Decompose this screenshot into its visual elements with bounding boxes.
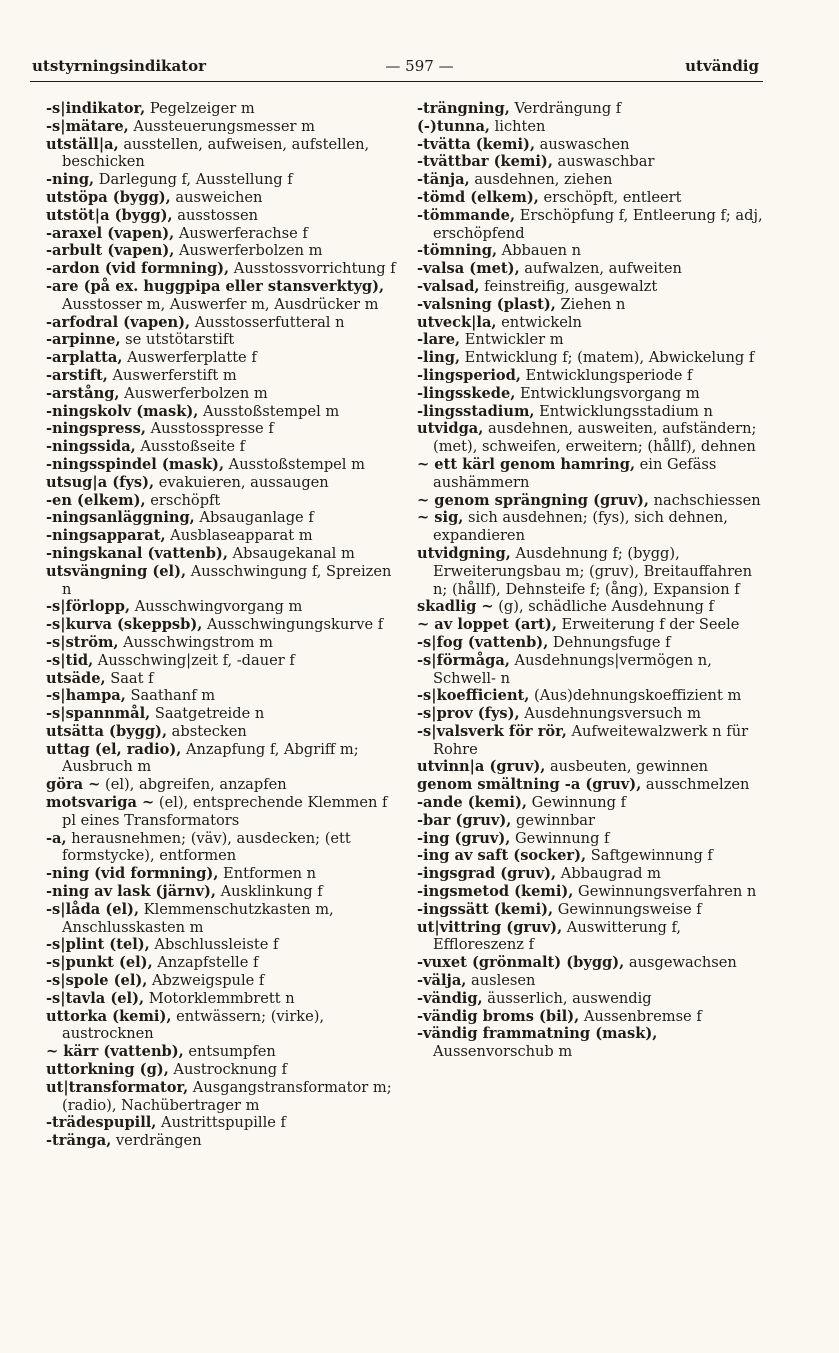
entry-translation: Ausklinkung f (215, 883, 323, 901)
dictionary-entry (417, 509, 767, 545)
entry-term: -ningssida, (46, 438, 136, 456)
entry-term: -ing av saft (socker), (417, 847, 587, 865)
dictionary-entry (417, 278, 767, 296)
dictionary-entry (417, 189, 767, 207)
entry-translation: verdrängen (111, 1132, 202, 1150)
dictionary-entry (46, 741, 396, 777)
entry-translation: Saathanf m (125, 687, 216, 705)
entry-term: -ingssätt (kemi), (417, 900, 554, 918)
dictionary-entry (46, 438, 396, 456)
entry-term: utsätta (bygg), (46, 722, 168, 740)
entry-term: -valsa (met), (417, 260, 520, 278)
entry-translation: entsumpfen (183, 1043, 276, 1061)
entry-term: -vändig frammatning (mask), (417, 1025, 658, 1043)
entry-term: -tvättbar (kemi), (417, 153, 553, 171)
entry-translation: Ausdehnungsversuch m (519, 705, 701, 723)
entry-translation: ausschmelzen (641, 776, 750, 794)
entry-translation: Ausdehnungs|vermögen n, Schwell- n (433, 651, 712, 687)
entry-term: utstöt|a (bygg), (46, 206, 173, 224)
dictionary-entry (417, 171, 767, 189)
entry-term: utsäde, (46, 669, 106, 687)
entry-term: uttorka (kemi), (46, 1007, 172, 1025)
dictionary-entry (417, 634, 767, 652)
entry-term: -s|mätare, (46, 117, 129, 135)
entry-term: uttag (el, radio), (46, 740, 182, 758)
header-left-word: utstyrningsindikator (32, 57, 207, 75)
entry-translation: Abschlussleiste f (149, 936, 279, 954)
entry-translation: Ausschwingung f, Spreizen n (62, 562, 392, 598)
entry-translation: Ausschwing|zeit f, -dauer f (93, 651, 295, 669)
entry-translation: auswaschbar (552, 153, 655, 171)
entry-term: -s|koefficient, (417, 687, 530, 705)
dictionary-entry (417, 153, 767, 171)
dictionary-entry (46, 634, 396, 652)
dictionary-entry (46, 171, 396, 189)
dictionary-entry (417, 385, 767, 403)
entry-translation: ein Gefäss aushämmern (433, 455, 717, 491)
dictionary-entry (46, 954, 396, 972)
entry-term: utstöpa (bygg), (46, 188, 171, 206)
dictionary-entry (46, 242, 396, 260)
dictionary-entry (46, 598, 396, 616)
dictionary-entry (46, 509, 396, 527)
entry-term: -are (på ex. huggpipa eller stansverktyg), (46, 277, 385, 295)
entry-translation: Austrocknung f (168, 1061, 288, 1079)
entry-translation: abstecken (167, 722, 247, 740)
entry-translation: auswaschen (535, 135, 630, 153)
entry-translation: Gewinnung f (510, 829, 610, 847)
entry-translation: Entwicklungsvorgang m (515, 384, 700, 402)
entry-term: ~ av loppet (art), (417, 616, 557, 634)
dictionary-entry (417, 812, 767, 830)
dictionary-entry (417, 990, 767, 1008)
entry-translation: ausstossen (172, 206, 259, 224)
entry-translation: nachschiessen (648, 491, 761, 509)
entry-term: -s|hampa, (46, 687, 126, 705)
entry-translation: Anzapfung f, Abgriff m; Ausbruch m (62, 740, 359, 776)
entry-translation: Ziehen n (555, 295, 626, 313)
dictionary-entry (46, 723, 396, 741)
entry-translation: Absauganlage f (194, 509, 314, 527)
entry-term: ut|vittring (gruv), (417, 918, 563, 936)
entry-term: -s|spannmål, (46, 705, 151, 723)
dictionary-entry (417, 545, 767, 598)
dictionary-entry (46, 936, 396, 954)
dictionary-entry (417, 296, 767, 314)
entry-term: utställ|a, (46, 135, 119, 153)
dictionary-entry (417, 972, 767, 990)
entry-term: -s|kurva (skeppsb), (46, 616, 203, 634)
dictionary-entry (417, 919, 767, 955)
dictionary-entry (46, 1061, 396, 1079)
entry-translation: lichten (489, 117, 546, 135)
dictionary-entry (417, 420, 767, 456)
entry-translation: erschöpft, entleert (538, 188, 682, 206)
dictionary-entry (417, 118, 767, 136)
entry-term: -trängning, (417, 100, 510, 117)
dictionary-entry (417, 865, 767, 883)
entry-term: -ning (vid formning), (46, 865, 219, 883)
entry-term: -s|prov (fys), (417, 705, 520, 723)
entry-term: -valsad, (417, 277, 480, 295)
left-column (46, 100, 396, 1150)
entry-translation: Ausstosser m, Auswerfer m, Ausdrücker m (62, 295, 379, 313)
entry-term: uttorkning (g), (46, 1061, 169, 1079)
entry-term: -arplatta, (46, 349, 123, 367)
dictionary-entry (46, 207, 396, 225)
dictionary-entry (46, 367, 396, 385)
dictionary-entry (46, 652, 396, 670)
entry-translation: ausbeuten, gewinnen (545, 758, 709, 776)
entry-term: -s|låda (el), (46, 900, 140, 918)
entry-translation: Saatgetreide n (150, 705, 265, 723)
entry-translation: erschöpft (145, 491, 221, 509)
dictionary-entry (46, 492, 396, 510)
entry-translation: Auswerferachse f (174, 224, 308, 242)
entry-term: -vändig, (417, 989, 483, 1007)
entry-term: utveck|la, (417, 313, 497, 331)
entry-translation: entwickeln (496, 313, 582, 331)
entry-term: ~ kärr (vattenb), (46, 1043, 184, 1061)
dictionary-entry (417, 242, 767, 260)
right-column (417, 100, 767, 1061)
entry-term: utvinn|a (gruv), (417, 758, 546, 776)
entry-term: -tömmande, (417, 206, 516, 224)
entry-translation: Saat f (105, 669, 154, 687)
entry-term: -ningsanläggning, (46, 509, 195, 527)
entry-translation: Entformen n (218, 865, 317, 883)
header-rule (30, 81, 763, 82)
entry-term: -arpinne, (46, 331, 121, 349)
entry-term: -ning, (46, 171, 95, 189)
dictionary-entry (417, 847, 767, 865)
entry-term: genom smältning -a (gruv), (417, 776, 642, 794)
entry-translation: (el), entsprechende Klemmen f pl eines Transformators (62, 794, 388, 829)
entry-term: ~ genom sprängning (gruv), (417, 491, 649, 509)
entry-term: -s|fog (vattenb), (417, 633, 549, 651)
entry-term: -s|valsverk för rör, (417, 722, 567, 740)
entry-translation: Klemmenschutzkasten m, Anschlusskasten m (62, 900, 334, 936)
entry-term: -lingsstadium, (417, 402, 535, 420)
entry-translation: Ausschwingungskurve f (202, 616, 384, 634)
entry-translation: Verdrängung f (509, 100, 622, 117)
dictionary-entry (46, 794, 396, 830)
entry-term: -tvätta (kemi), (417, 135, 536, 153)
dictionary-entry (46, 670, 396, 688)
entry-term: motsvariga ~ (46, 794, 155, 812)
entry-translation: evakuieren, aussaugen (154, 473, 329, 491)
entry-term: -arstift, (46, 366, 108, 384)
dictionary-entry (46, 865, 396, 883)
page-header (0, 57, 839, 81)
entry-term: -tränga, (46, 1132, 112, 1150)
dictionary-entry (417, 492, 767, 510)
entry-term: -vändig broms (bil), (417, 1007, 580, 1025)
entry-term: -ning av lask (järnv), (46, 883, 216, 901)
entry-translation: Ausstoßstempel m (198, 402, 340, 420)
entry-translation: Motorklemmbrett n (144, 989, 295, 1007)
entry-translation: ausweichen (170, 188, 263, 206)
dictionary-entry (46, 687, 396, 705)
entry-translation: Entwicklungsperiode f (520, 366, 693, 384)
entry-translation: ausgewachsen (624, 954, 737, 972)
dictionary-entry (417, 331, 767, 349)
entry-translation: Entwicklung f; (matem), Abwickelung f (460, 349, 755, 367)
entry-term: -arbult (vapen), (46, 242, 175, 260)
entry-translation: herausnehmen; (väv), ausdecken; (ett formstycke), entformen (62, 829, 351, 865)
entry-term: -s|spole (el), (46, 972, 148, 990)
entry-term: utsug|a (fys), (46, 473, 155, 491)
dictionary-entry (417, 598, 767, 616)
dictionary-entry (417, 260, 767, 278)
entry-translation: Abzweigspule f (147, 972, 265, 990)
dictionary-entry (417, 901, 767, 919)
dictionary-entry (46, 527, 396, 545)
page-number: — 597 — (385, 57, 454, 75)
dictionary-entry (46, 260, 396, 278)
dictionary-entry (417, 456, 767, 492)
entry-translation: sich ausdehnen; (fys), sich dehnen, expandieren (433, 509, 728, 545)
entry-term: -lingsskede, (417, 384, 516, 402)
entry-translation: Dehnungsfuge f (548, 633, 671, 651)
entry-translation: ausstellen, aufweisen, aufstellen, beschicken (62, 135, 370, 171)
entry-translation: aufwalzen, aufweiten (519, 260, 682, 278)
entry-translation: Aussenvorschub m (433, 1043, 573, 1061)
dictionary-entry (46, 385, 396, 403)
entry-term: -välja, (417, 972, 467, 990)
dictionary-entry (417, 403, 767, 421)
entry-translation: Gewinnungsverfahren n (573, 883, 757, 901)
entry-term: -s|förlopp, (46, 598, 131, 616)
dictionary-entry (46, 136, 396, 172)
entry-term: -a, (46, 829, 67, 847)
dictionary-entry (417, 652, 767, 688)
entry-term: -s|tid, (46, 651, 94, 669)
entry-term: -valsning (plast), (417, 295, 556, 313)
entry-translation: feinstreifig, ausgewalzt (479, 277, 658, 295)
entry-term: -bar (gruv), (417, 811, 512, 829)
entry-translation: ausdehnen, ziehen (469, 171, 613, 189)
dictionary-entry (46, 830, 396, 866)
entry-translation: Auswitterung f, Effloreszenz f (433, 918, 682, 954)
entry-translation: Aufweitewalzwerk n für Rohre (433, 722, 749, 758)
entry-translation: Ausdehnung f; (bygg), Erweiterungsbau m; (gruv), Breitauffahren n; (hållf), Dehnsteife f; (ång), Expansion f (433, 544, 753, 598)
entry-term: -ningskanal (vattenb), (46, 544, 228, 562)
entry-term: -ningspress, (46, 420, 146, 438)
entry-term: -lare, (417, 331, 461, 349)
dictionary-entry (46, 883, 396, 901)
entry-term: -tömd (elkem), (417, 188, 539, 206)
entry-translation: Ausstosspresse f (145, 420, 274, 438)
dictionary-entry (417, 1008, 767, 1026)
dictionary-entry (46, 616, 396, 634)
dictionary-entry (417, 883, 767, 901)
entry-translation: Ausstosserfutteral n (190, 313, 345, 331)
entry-translation: Entwickler m (460, 331, 564, 349)
entry-translation: Abbauen n (497, 242, 582, 260)
entry-translation: Aussteuerungsmesser m (128, 117, 315, 135)
entry-term: -s|förmåga, (417, 651, 510, 669)
entry-term: -s|tavla (el), (46, 989, 145, 1007)
dictionary-entry (46, 1132, 396, 1150)
entry-translation: Abbaugrad m (556, 865, 661, 883)
entry-term: -araxel (vapen), (46, 224, 175, 242)
dictionary-entry (417, 616, 767, 634)
entry-translation: Pegelzeiger m (145, 100, 255, 117)
dictionary-entry (46, 278, 396, 314)
dictionary-entry (46, 1043, 396, 1061)
entry-term: -lingsperiod, (417, 366, 521, 384)
entry-translation: Ausgangstransformator m; (radio), Nachübertrager m (62, 1078, 392, 1114)
entry-term: ut|transformator, (46, 1078, 189, 1096)
entry-term: -ingsgrad (gruv), (417, 865, 557, 883)
entry-term: -trädespupill, (46, 1114, 157, 1132)
dictionary-entry (417, 776, 767, 794)
dictionary-entry (417, 367, 767, 385)
entry-term: -tömning, (417, 242, 498, 260)
entry-term: -ande (kemi), (417, 794, 527, 812)
entry-term: -vuxet (grönmalt) (bygg), (417, 954, 625, 972)
entry-translation: (Aus)dehnungskoeffizient m (529, 687, 742, 705)
dictionary-entry (417, 830, 767, 848)
entry-term: -ningsapparat, (46, 527, 166, 545)
dictionary-entry (46, 990, 396, 1008)
entry-translation: entwässern; (virke), austrocknen (62, 1007, 325, 1043)
dictionary-entry (46, 1079, 396, 1115)
dictionary-entry (46, 403, 396, 421)
entry-translation: Absaugekanal m (227, 544, 355, 562)
dictionary-entry (46, 456, 396, 474)
entry-term: -arstång, (46, 384, 120, 402)
dictionary-entry (46, 776, 396, 794)
entry-term: skadlig ~ (417, 598, 494, 616)
entry-translation: Erschöpfung f, Entleerung f; adj, erschöpfend (433, 206, 763, 242)
entry-term: -s|plint (tel), (46, 936, 150, 954)
dictionary-entry (417, 794, 767, 812)
entry-translation: Ausstoßseite f (135, 438, 246, 456)
entry-translation: Gewinnungsweise f (553, 900, 702, 918)
dictionary-entry (46, 331, 396, 349)
header-right-word: utvändig (685, 57, 759, 75)
entry-term: -ing (gruv), (417, 829, 511, 847)
entry-translation: gewinnbar (511, 811, 595, 829)
dictionary-entry (46, 1008, 396, 1044)
dictionary-entry (417, 314, 767, 332)
entry-translation: Auswerferbolzen m (174, 242, 323, 260)
dictionary-entry (417, 705, 767, 723)
entry-term: -s|ström, (46, 633, 119, 651)
entry-term: -s|punkt (el), (46, 954, 153, 972)
entry-translation: Austrittspupille f (156, 1114, 286, 1132)
entry-term: -ling, (417, 349, 461, 367)
entry-translation: Ausschwingvorgang m (130, 598, 303, 616)
entry-term: utvidgning, (417, 544, 511, 562)
entry-translation: Aussenbremse f (579, 1007, 702, 1025)
dictionary-entry (46, 100, 396, 118)
dictionary-entry (417, 723, 767, 759)
entry-term: utvidga, (417, 420, 484, 438)
dictionary-entry (46, 972, 396, 990)
entry-term: utsvängning (el), (46, 562, 187, 580)
dictionary-entry (417, 758, 767, 776)
entry-translation: Saftgewinnung f (586, 847, 713, 865)
entry-translation: Erweiterung f der Seele (556, 616, 740, 634)
dictionary-entry (46, 474, 396, 492)
entry-term: -s|indikator, (46, 100, 146, 117)
entry-translation: Ausstoßstempel m (224, 455, 365, 473)
entry-translation: Ausblaseapparat m (165, 527, 313, 545)
dictionary-entry (46, 1114, 396, 1132)
entry-translation: auslesen (466, 972, 536, 990)
dictionary-entry (46, 545, 396, 563)
entry-term: -tänja, (417, 171, 470, 189)
entry-term: ~ ett kärl genom hamring, (417, 455, 636, 473)
dictionary-entry (46, 118, 396, 136)
entry-translation: (g), schädliche Ausdehnung f (493, 598, 714, 616)
entry-term: -ningsspindel (mask), (46, 455, 225, 473)
entry-term: göra ~ (46, 776, 101, 794)
dictionary-entry (417, 207, 767, 243)
entry-term: -ningskolv (mask), (46, 402, 199, 420)
dictionary-entry (46, 189, 396, 207)
dictionary-entry (46, 349, 396, 367)
entry-translation: se utstötarstift (120, 331, 235, 349)
entry-translation: Auswerferbolzen m (119, 384, 268, 402)
entry-translation: ausdehnen, ausweiten, aufständern; (met), schweifen, erweitern; (hållf), dehnen (433, 420, 757, 456)
entry-term: ~ sig, (417, 509, 464, 527)
entry-term: -en (elkem), (46, 491, 146, 509)
dictionary-entry (46, 901, 396, 937)
dictionary-entry (417, 1025, 767, 1061)
entry-translation: Auswerferplatte f (122, 349, 257, 367)
dictionary-entry (46, 420, 396, 438)
entry-term: -ingsmetod (kemi), (417, 883, 574, 901)
dictionary-entry (417, 687, 767, 705)
dictionary-entry (46, 314, 396, 332)
entry-translation: Anzapfstelle f (152, 954, 259, 972)
entry-term: (-)tunna, (417, 117, 490, 135)
dictionary-entry (417, 100, 767, 118)
entry-translation: Ausstossvorrichtung f (229, 260, 396, 278)
entry-translation: (el), abgreifen, anzapfen (100, 776, 287, 794)
dictionary-entry (46, 705, 396, 723)
dictionary-entry (46, 563, 396, 599)
entry-translation: Ausschwingstrom m (118, 633, 273, 651)
entry-translation: äusserlich, auswendig (482, 989, 652, 1007)
dictionary-entry (417, 349, 767, 367)
entry-translation: Gewinnung f (526, 794, 627, 812)
entry-translation: Entwicklungsstadium n (534, 402, 713, 420)
entry-term: -arfodral (vapen), (46, 313, 191, 331)
entry-translation: Darlegung f, Ausstellung f (94, 171, 293, 189)
entry-term: -ardon (vid formning), (46, 260, 230, 278)
entry-translation: Auswerferstift m (107, 366, 237, 384)
dictionary-entry (417, 136, 767, 154)
dictionary-entry (417, 954, 767, 972)
dictionary-entry (46, 225, 396, 243)
